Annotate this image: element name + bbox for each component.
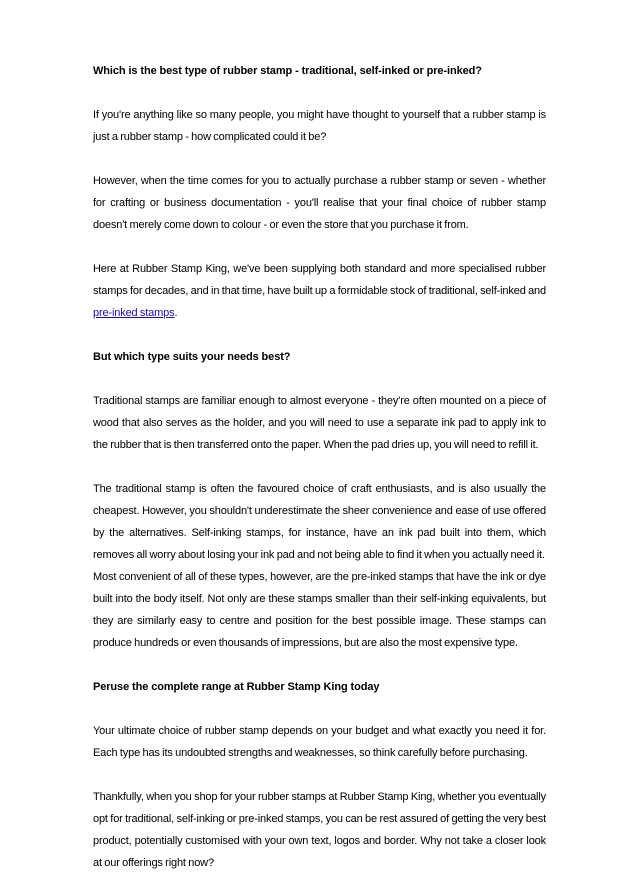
spacer bbox=[93, 236, 546, 258]
spacer bbox=[93, 654, 546, 676]
company-paragraph bbox=[93, 258, 546, 324]
section-heading-range: Peruse the complete range at Rubber Stamp King today bbox=[93, 681, 380, 693]
spacer bbox=[93, 368, 546, 390]
document-page bbox=[93, 60, 546, 874]
comparison-paragraph: The traditional stamp is often the favoured choice of craft enthusiasts, and is also usually the cheapest. However, you shouldn't underestimate the sheer convenience and ease of use offered by the alternatives. Self-inking stamps, for instance, have an ink pad built into them, which removes all worry about losing your ink pad and not being able to find it when you actually need it. bbox=[93, 483, 546, 561]
company-paragraph-end: . bbox=[174, 307, 178, 319]
choice-paragraph: Your ultimate choice of rubber stamp depends on your budget and what exactly you need it for. Each type has its undoubted strengths and weaknesses, so think carefully before purchasing. bbox=[93, 725, 546, 759]
spacer bbox=[93, 324, 546, 346]
pre-inked-stamps-link[interactable]: pre-inked stamps bbox=[93, 307, 175, 319]
spacer bbox=[93, 82, 546, 104]
traditional-paragraph: Traditional stamps are familiar enough to almost everyone - they're often mounted on a piece of wood that also serves as the holder, and you will need to use a separate ink pad to apply ink to the rubber that is then transferred onto the paper. When the pad dries up, you will need to refill it. bbox=[93, 395, 546, 451]
spacer bbox=[93, 764, 546, 786]
purchase-paragraph: However, when the time comes for you to actually purchase a rubber stamp or seven - whether for crafting or business documentation - you'll realise that your final choice of rubber stamp doesn't merely come down to colour - or even the store that you purchase it from. bbox=[93, 175, 546, 231]
company-paragraph-text: Here at Rubber Stamp King, we've been supplying both standard and more specialised rubber stamps for decades, and in that time, have built up a formidable stock of traditional, self-inked and bbox=[93, 263, 546, 297]
main-heading: Which is the best type of rubber stamp - traditional, self-inked or pre-inked? bbox=[93, 65, 482, 77]
pre-inked-paragraph: Most convenient of all of these types, however, are the pre-inked stamps that have the ink or dye built into the body itself. Not only are these stamps smaller than their self-inking equivalents, but they are similarly easy to centre and position for the best possible image. These stamps can produce hundreds or even thousands of impressions, but are also the most expensive type. bbox=[93, 571, 546, 649]
section-heading-types: But which type suits your needs best? bbox=[93, 351, 291, 363]
spacer bbox=[93, 148, 546, 170]
closing-paragraph: Thankfully, when you shop for your rubber stamps at Rubber Stamp King, whether you eventually opt for traditional, self-inking or pre-inked stamps, you can be rest assured of getting the very best product, potentially customised with your own text, logos and border. Why not take a closer look at our offerings right now? bbox=[93, 791, 546, 869]
intro-paragraph: If you're anything like so many people, you might have thought to yourself that a rubber stamp is just a rubber stamp - how complicated could it be? bbox=[93, 109, 546, 143]
spacer bbox=[93, 456, 546, 478]
spacer bbox=[93, 698, 546, 720]
